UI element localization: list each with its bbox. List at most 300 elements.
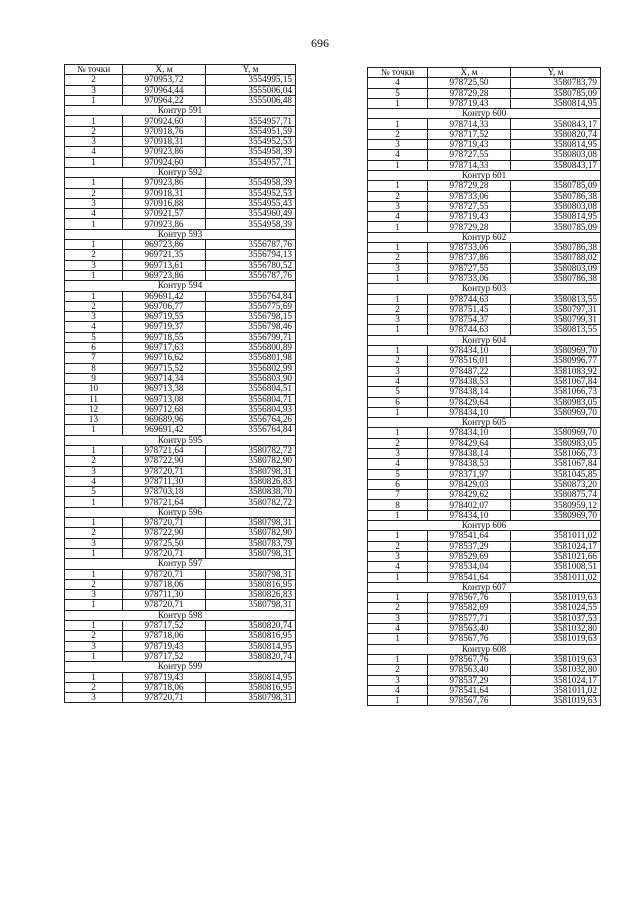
y-coordinate-cell: 3556801,98 xyxy=(206,353,296,363)
table-row xyxy=(368,387,601,397)
table-row xyxy=(65,240,296,250)
x-coordinate-cell: 969719,37 xyxy=(123,322,206,332)
y-coordinate-cell: 3580798,31 xyxy=(206,466,296,476)
x-coordinate-cell: 970918,31 xyxy=(123,188,206,198)
y-coordinate-cell: 3580826,83 xyxy=(206,590,296,600)
point-number-cell: 1 xyxy=(368,98,428,108)
table-row xyxy=(368,438,601,448)
x-coordinate-cell: 970916,88 xyxy=(123,198,206,208)
point-number-cell: 1 xyxy=(65,497,123,507)
contour-title: Контур 607 xyxy=(368,582,601,592)
table-row xyxy=(368,397,601,407)
y-coordinate-cell: 3556804,93 xyxy=(206,404,296,414)
y-coordinate-cell: 3580969,70 xyxy=(511,428,601,438)
point-number-cell: 1 xyxy=(368,634,428,644)
point-number-cell: 4 xyxy=(368,376,428,386)
y-coordinate-cell: 3580814,95 xyxy=(206,672,296,682)
table-row xyxy=(65,373,296,383)
point-number-cell: 1 xyxy=(65,291,123,301)
contour-title: Контур 601 xyxy=(368,170,601,180)
point-number-cell: 4 xyxy=(368,624,428,634)
y-coordinate-cell: 3580786,38 xyxy=(511,243,601,253)
y-coordinate-cell: 3581067,84 xyxy=(511,459,601,469)
y-coordinate-cell: 3580813,55 xyxy=(511,325,601,335)
contour-header-row xyxy=(368,335,601,345)
table-row xyxy=(65,116,296,126)
y-coordinate-cell: 3554958,39 xyxy=(206,178,296,188)
y-coordinate-cell: 3556780,52 xyxy=(206,260,296,270)
x-coordinate-cell: 970923,86 xyxy=(123,178,206,188)
point-number-cell: 1 xyxy=(65,425,123,435)
contour-header-row xyxy=(65,435,296,445)
x-coordinate-cell: 970923,86 xyxy=(123,147,206,157)
y-coordinate-cell: 3581019,63 xyxy=(511,634,601,644)
point-number-cell: 4 xyxy=(65,147,123,157)
x-coordinate-cell: 978438,53 xyxy=(428,459,511,469)
table-row xyxy=(368,500,601,510)
point-number-cell: 11 xyxy=(65,394,123,404)
point-number-cell: 3 xyxy=(65,538,123,548)
table-row xyxy=(65,332,296,342)
point-number-cell: 8 xyxy=(65,363,123,373)
y-coordinate-cell: 3581045,85 xyxy=(511,469,601,479)
point-number-cell: 3 xyxy=(65,198,123,208)
y-coordinate-cell: 3580782,90 xyxy=(206,528,296,538)
contour-header-row xyxy=(368,644,601,654)
point-number-cell: 12 xyxy=(65,404,123,414)
x-coordinate-cell: 969723,86 xyxy=(123,240,206,250)
x-coordinate-cell: 978720,71 xyxy=(123,466,206,476)
table-row xyxy=(368,129,601,139)
table-row xyxy=(368,273,601,283)
table-row xyxy=(368,469,601,479)
point-number-cell: 5 xyxy=(368,88,428,98)
y-coordinate-cell: 3580798,31 xyxy=(206,569,296,579)
table-row xyxy=(368,119,601,129)
table-row xyxy=(65,219,296,229)
x-coordinate-cell: 978720,71 xyxy=(123,600,206,610)
x-coordinate-cell: 978720,71 xyxy=(123,548,206,558)
x-coordinate-cell: 978487,22 xyxy=(428,366,511,376)
x-coordinate-cell: 978429,62 xyxy=(428,490,511,500)
table-row xyxy=(65,579,296,589)
x-coordinate-cell: 978534,04 xyxy=(428,562,511,572)
header-y: Y, м xyxy=(511,68,601,78)
contour-header-row xyxy=(65,507,296,517)
contour-header-row xyxy=(65,106,296,116)
table-row xyxy=(368,88,601,98)
table-row xyxy=(368,593,601,603)
y-coordinate-cell: 3580798,31 xyxy=(206,548,296,558)
table-row xyxy=(368,243,601,253)
y-coordinate-cell: 3554958,39 xyxy=(206,219,296,229)
y-coordinate-cell: 3556800,89 xyxy=(206,343,296,353)
table-row xyxy=(65,569,296,579)
table-row xyxy=(65,394,296,404)
x-coordinate-cell: 978429,64 xyxy=(428,397,511,407)
point-number-cell: 2 xyxy=(368,129,428,139)
header-x: X, м xyxy=(123,65,206,75)
x-coordinate-cell: 978718,06 xyxy=(123,682,206,692)
x-coordinate-cell: 978718,06 xyxy=(123,631,206,641)
table-row xyxy=(368,551,601,561)
point-number-cell: 2 xyxy=(65,456,123,466)
x-coordinate-cell: 978717,52 xyxy=(123,621,206,631)
table-row xyxy=(368,253,601,263)
table-row xyxy=(368,325,601,335)
point-number-cell: 1 xyxy=(65,157,123,167)
table-row xyxy=(368,696,601,706)
y-coordinate-cell: 3581024,17 xyxy=(511,675,601,685)
table-row xyxy=(65,260,296,270)
table-row xyxy=(368,479,601,489)
contour-header-row xyxy=(368,521,601,531)
table-row xyxy=(65,600,296,610)
table-row xyxy=(368,304,601,314)
table-row xyxy=(65,518,296,528)
point-number-cell: 5 xyxy=(65,332,123,342)
point-number-cell: 2 xyxy=(65,250,123,260)
x-coordinate-cell: 978434,10 xyxy=(428,407,511,417)
y-coordinate-cell: 3554951,59 xyxy=(206,126,296,136)
point-number-cell: 1 xyxy=(368,407,428,417)
table-row xyxy=(65,95,296,105)
y-coordinate-cell: 3580798,31 xyxy=(206,518,296,528)
table-row xyxy=(65,312,296,322)
x-coordinate-cell: 978729,28 xyxy=(428,88,511,98)
point-number-cell: 4 xyxy=(65,322,123,332)
point-number-cell: 4 xyxy=(368,150,428,160)
y-coordinate-cell: 3581066,73 xyxy=(511,387,601,397)
contour-title: Контур 606 xyxy=(368,521,601,531)
point-number-cell: 1 xyxy=(368,531,428,541)
contour-title: Контур 592 xyxy=(65,167,296,177)
point-number-cell: 1 xyxy=(368,181,428,191)
x-coordinate-cell: 978727,55 xyxy=(428,263,511,273)
point-number-cell: 1 xyxy=(368,119,428,129)
y-coordinate-cell: 3580873,20 xyxy=(511,479,601,489)
table-row xyxy=(65,250,296,260)
table-row xyxy=(368,315,601,325)
contour-header-row xyxy=(65,229,296,239)
y-coordinate-cell: 3581011,02 xyxy=(511,531,601,541)
x-coordinate-cell: 978537,29 xyxy=(428,541,511,551)
y-coordinate-cell: 3580969,70 xyxy=(511,510,601,520)
y-coordinate-cell: 3555006,04 xyxy=(206,85,296,95)
table-row xyxy=(65,85,296,95)
point-number-cell: 4 xyxy=(368,562,428,572)
table-row xyxy=(65,270,296,280)
y-coordinate-cell: 3580782,72 xyxy=(206,497,296,507)
x-coordinate-cell: 978537,29 xyxy=(428,675,511,685)
contour-title: Контур 600 xyxy=(368,109,601,119)
x-coordinate-cell: 978567,76 xyxy=(428,654,511,664)
x-coordinate-cell: 978754,37 xyxy=(428,315,511,325)
x-coordinate-cell: 978541,64 xyxy=(428,531,511,541)
table-row xyxy=(65,415,296,425)
x-coordinate-cell: 978567,76 xyxy=(428,696,511,706)
point-number-cell: 2 xyxy=(368,356,428,366)
point-number-cell: 2 xyxy=(368,438,428,448)
point-number-cell: 1 xyxy=(368,510,428,520)
contour-header-row xyxy=(368,284,601,294)
x-coordinate-cell: 969689,96 xyxy=(123,415,206,425)
table-row xyxy=(65,353,296,363)
y-coordinate-cell: 3581032,80 xyxy=(511,624,601,634)
point-number-cell: 3 xyxy=(368,551,428,561)
y-coordinate-cell: 3556794,13 xyxy=(206,250,296,260)
table-row xyxy=(368,624,601,634)
point-number-cell: 1 xyxy=(65,651,123,661)
table-row xyxy=(65,456,296,466)
point-number-cell: 3 xyxy=(65,466,123,476)
y-coordinate-cell: 3554957,71 xyxy=(206,157,296,167)
table-row xyxy=(368,665,601,675)
point-number-cell: 7 xyxy=(368,490,428,500)
y-coordinate-cell: 3556764,84 xyxy=(206,291,296,301)
y-coordinate-cell: 3580816,95 xyxy=(206,631,296,641)
x-coordinate-cell: 978721,64 xyxy=(123,445,206,455)
table-header-row xyxy=(65,65,296,75)
table-row xyxy=(65,641,296,651)
y-coordinate-cell: 3581083,92 xyxy=(511,366,601,376)
x-coordinate-cell: 978718,06 xyxy=(123,579,206,589)
x-coordinate-cell: 978429,03 xyxy=(428,479,511,489)
table-row xyxy=(65,682,296,692)
point-number-cell: 1 xyxy=(65,116,123,126)
x-coordinate-cell: 978722,90 xyxy=(123,528,206,538)
point-number-cell: 5 xyxy=(368,387,428,397)
x-coordinate-cell: 978711,30 xyxy=(123,476,206,486)
point-number-cell: 1 xyxy=(65,445,123,455)
point-number-cell: 3 xyxy=(368,448,428,458)
table-row xyxy=(368,459,601,469)
point-number-cell: 1 xyxy=(65,569,123,579)
contour-header-row xyxy=(65,559,296,569)
x-coordinate-cell: 978434,10 xyxy=(428,346,511,356)
table-row xyxy=(65,548,296,558)
point-number-cell: 2 xyxy=(368,603,428,613)
table-row xyxy=(368,201,601,211)
point-number-cell: 6 xyxy=(65,343,123,353)
y-coordinate-cell: 3556775,69 xyxy=(206,301,296,311)
point-number-cell: 3 xyxy=(65,693,123,703)
point-number-cell: 1 xyxy=(368,160,428,170)
point-number-cell: 5 xyxy=(368,469,428,479)
table-row xyxy=(65,188,296,198)
point-number-cell: 6 xyxy=(368,479,428,489)
point-number-cell: 1 xyxy=(368,325,428,335)
y-coordinate-cell: 3555006,48 xyxy=(206,95,296,105)
y-coordinate-cell: 3556787,76 xyxy=(206,270,296,280)
x-coordinate-cell: 970924,60 xyxy=(123,157,206,167)
x-coordinate-cell: 978577,71 xyxy=(428,613,511,623)
y-coordinate-cell: 3554955,43 xyxy=(206,198,296,208)
point-number-cell: 4 xyxy=(368,459,428,469)
point-number-cell: 3 xyxy=(368,675,428,685)
y-coordinate-cell: 3580803,08 xyxy=(511,201,601,211)
table-row xyxy=(65,363,296,373)
table-row xyxy=(368,541,601,551)
y-coordinate-cell: 3580813,55 xyxy=(511,294,601,304)
point-number-cell: 1 xyxy=(368,654,428,664)
point-number-cell: 1 xyxy=(65,178,123,188)
point-number-cell: 3 xyxy=(368,140,428,150)
x-coordinate-cell: 969706,77 xyxy=(123,301,206,311)
y-coordinate-cell: 3580816,95 xyxy=(206,579,296,589)
point-number-cell: 2 xyxy=(368,191,428,201)
point-number-cell: 3 xyxy=(368,263,428,273)
table-row xyxy=(65,590,296,600)
table-row xyxy=(368,634,601,644)
point-number-cell: 5 xyxy=(65,487,123,497)
x-coordinate-cell: 969691,42 xyxy=(123,425,206,435)
point-number-cell: 8 xyxy=(368,500,428,510)
y-coordinate-cell: 3580814,95 xyxy=(511,140,601,150)
x-coordinate-cell: 978729,28 xyxy=(428,181,511,191)
x-coordinate-cell: 970918,31 xyxy=(123,137,206,147)
table-row xyxy=(65,343,296,353)
point-number-cell: 10 xyxy=(65,384,123,394)
point-number-cell: 4 xyxy=(65,209,123,219)
point-number-cell: 3 xyxy=(65,641,123,651)
y-coordinate-cell: 3556798,46 xyxy=(206,322,296,332)
x-coordinate-cell: 970921,57 xyxy=(123,209,206,219)
contour-header-row xyxy=(368,170,601,180)
y-coordinate-cell: 3580783,79 xyxy=(206,538,296,548)
table-row xyxy=(368,675,601,685)
point-number-cell: 4 xyxy=(368,212,428,222)
point-number-cell: 2 xyxy=(368,665,428,675)
point-number-cell: 4 xyxy=(65,476,123,486)
x-coordinate-cell: 969713,38 xyxy=(123,384,206,394)
x-coordinate-cell: 978541,64 xyxy=(428,572,511,582)
y-coordinate-cell: 3581011,02 xyxy=(511,572,601,582)
table-row xyxy=(65,631,296,641)
y-coordinate-cell: 3556804,51 xyxy=(206,384,296,394)
y-coordinate-cell: 3580785,09 xyxy=(511,222,601,232)
y-coordinate-cell: 3554952,53 xyxy=(206,188,296,198)
table-row xyxy=(368,428,601,438)
x-coordinate-cell: 978719,43 xyxy=(123,672,206,682)
contour-title: Контур 593 xyxy=(65,229,296,239)
point-number-cell: 2 xyxy=(65,682,123,692)
point-number-cell: 1 xyxy=(65,518,123,528)
table-row xyxy=(65,425,296,435)
y-coordinate-cell: 3581037,53 xyxy=(511,613,601,623)
y-coordinate-cell: 3581019,63 xyxy=(511,654,601,664)
table-row xyxy=(65,137,296,147)
x-coordinate-cell: 978402,07 xyxy=(428,500,511,510)
contour-title: Контур 608 xyxy=(368,644,601,654)
y-coordinate-cell: 3580816,95 xyxy=(206,682,296,692)
x-coordinate-cell: 978714,33 xyxy=(428,119,511,129)
point-number-cell: 1 xyxy=(65,240,123,250)
table-row xyxy=(65,198,296,208)
y-coordinate-cell: 3580788,02 xyxy=(511,253,601,263)
point-number-cell: 2 xyxy=(65,528,123,538)
y-coordinate-cell: 3556764,26 xyxy=(206,415,296,425)
x-coordinate-cell: 978541,64 xyxy=(428,685,511,695)
y-coordinate-cell: 3581067,84 xyxy=(511,376,601,386)
x-coordinate-cell: 978720,71 xyxy=(123,518,206,528)
point-number-cell: 1 xyxy=(368,294,428,304)
point-number-cell: 1 xyxy=(65,621,123,631)
x-coordinate-cell: 978717,52 xyxy=(123,651,206,661)
x-coordinate-cell: 978714,33 xyxy=(428,160,511,170)
point-number-cell: 2 xyxy=(65,631,123,641)
table-row xyxy=(368,490,601,500)
contour-header-row xyxy=(65,167,296,177)
point-number-cell: 1 xyxy=(368,428,428,438)
point-number-cell: 1 xyxy=(65,95,123,105)
x-coordinate-cell: 978438,53 xyxy=(428,376,511,386)
y-coordinate-cell: 3580785,09 xyxy=(511,88,601,98)
x-coordinate-cell: 978434,10 xyxy=(428,510,511,520)
x-coordinate-cell: 978744,63 xyxy=(428,294,511,304)
y-coordinate-cell: 3580826,83 xyxy=(206,476,296,486)
point-number-cell: 3 xyxy=(65,312,123,322)
point-number-cell: 1 xyxy=(65,600,123,610)
point-number-cell: 3 xyxy=(368,201,428,211)
x-coordinate-cell: 978720,71 xyxy=(123,693,206,703)
x-coordinate-cell: 969718,55 xyxy=(123,332,206,342)
x-coordinate-cell: 978563,40 xyxy=(428,665,511,675)
y-coordinate-cell: 3581066,73 xyxy=(511,448,601,458)
x-coordinate-cell: 978729,28 xyxy=(428,222,511,232)
table-row xyxy=(368,98,601,108)
x-coordinate-cell: 978717,52 xyxy=(428,129,511,139)
point-number-cell: 9 xyxy=(65,373,123,383)
x-coordinate-cell: 970964,44 xyxy=(123,85,206,95)
point-number-cell: 13 xyxy=(65,415,123,425)
y-coordinate-cell: 3556803,90 xyxy=(206,373,296,383)
point-number-cell: 2 xyxy=(65,579,123,589)
x-coordinate-cell: 978721,64 xyxy=(123,497,206,507)
table-row xyxy=(368,407,601,417)
point-number-cell: 2 xyxy=(368,253,428,263)
x-coordinate-cell: 978727,55 xyxy=(428,150,511,160)
page-number: 696 xyxy=(311,36,329,50)
table-row xyxy=(368,603,601,613)
table-row xyxy=(65,476,296,486)
table-row xyxy=(65,178,296,188)
table-row xyxy=(65,291,296,301)
x-coordinate-cell: 978719,43 xyxy=(428,98,511,108)
y-coordinate-cell: 3554957,71 xyxy=(206,116,296,126)
x-coordinate-cell: 969715,52 xyxy=(123,363,206,373)
y-coordinate-cell: 3556804,71 xyxy=(206,394,296,404)
y-coordinate-cell: 3580843,17 xyxy=(511,119,601,129)
x-coordinate-cell: 978737,86 xyxy=(428,253,511,263)
point-number-cell: 1 xyxy=(368,222,428,232)
y-coordinate-cell: 3580814,95 xyxy=(206,641,296,651)
contour-title: Контур 604 xyxy=(368,335,601,345)
y-coordinate-cell: 3556799,71 xyxy=(206,332,296,342)
table-row xyxy=(368,562,601,572)
contour-title: Контур 594 xyxy=(65,281,296,291)
point-number-cell: 2 xyxy=(65,75,123,85)
x-coordinate-cell: 978582,69 xyxy=(428,603,511,613)
x-coordinate-cell: 978733,06 xyxy=(428,243,511,253)
table-row xyxy=(368,366,601,376)
y-coordinate-cell: 3580820,74 xyxy=(206,621,296,631)
table-row xyxy=(368,685,601,695)
point-number-cell: 1 xyxy=(368,346,428,356)
table-row xyxy=(65,126,296,136)
x-coordinate-cell: 978720,71 xyxy=(123,569,206,579)
table-row xyxy=(65,693,296,703)
